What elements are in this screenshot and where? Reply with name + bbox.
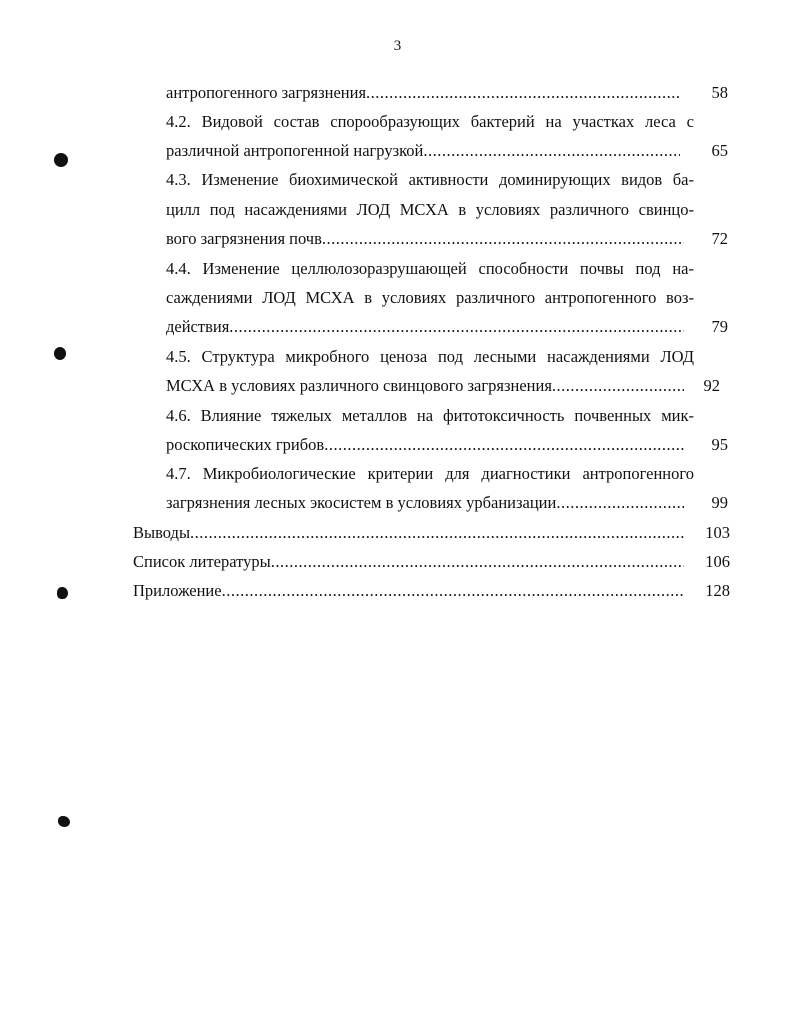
toc-page-number: 128 — [705, 581, 730, 600]
toc-entry-line: цилл под насаждениями ЛОД МСХА в условиях различного свинцо- — [166, 200, 694, 219]
toc-entry-line: 4.7. Микробиологические критерии для диагностики антропогенного — [166, 464, 694, 483]
toc-entry-line: Приложение ..... — [133, 578, 684, 604]
toc-page-number: 72 — [711, 229, 728, 248]
toc-page-number: 103 — [705, 523, 730, 542]
dot-leader — [229, 314, 684, 340]
dot-leader — [271, 549, 684, 575]
dot-leader — [423, 138, 680, 164]
toc-page-number: 95 — [711, 435, 728, 454]
toc-entry-line: различной антропогенной нагрузкой ..... — [166, 138, 680, 164]
dot-leader — [322, 226, 684, 252]
dot-leader — [324, 432, 684, 458]
toc-entry-line: Список литературы ..... — [133, 549, 684, 575]
toc-entry-line: 4.2. Видовой состав спорообразующих бактерий на участках леса с — [166, 112, 694, 131]
toc-entry-line: МСХА в условиях различного свинцового загрязнения ..... — [166, 373, 684, 399]
dot-leader — [552, 373, 684, 399]
toc-page-number: 92 — [703, 376, 720, 395]
toc-entry-line: загрязнения лесных экосистем в условиях урбанизации ..... — [166, 490, 684, 516]
binder-hole-mark — [54, 347, 66, 360]
dot-leader — [366, 80, 680, 106]
toc-page-number: 99 — [711, 493, 728, 512]
toc-entry-line: действия ..... — [166, 314, 684, 340]
toc-page-number: 106 — [705, 552, 730, 571]
toc-entry-line: 4.6. Влияние тяжелых металлов на фитотоксичность почвенных мик- — [166, 406, 694, 425]
toc-entry-line: 4.5. Структура микробного ценоза под лесными насаждениями ЛОД — [166, 347, 694, 366]
dot-leader — [556, 490, 684, 516]
toc-entry-line: роскопических грибов ..... — [166, 432, 684, 458]
binder-hole-mark — [54, 153, 68, 167]
toc-page-number: 65 — [711, 141, 728, 160]
dot-leader — [190, 520, 684, 546]
toc-entry-line: саждениями ЛОД МСХА в условиях различного антропогенного воз- — [166, 288, 694, 307]
toc-entry-line: Выводы ..... — [133, 520, 684, 546]
page-number: 3 — [393, 38, 402, 54]
binder-hole-mark — [57, 587, 68, 599]
toc-entry-line: 4.3. Изменение биохимической активности доминирующих видов ба- — [166, 170, 694, 189]
toc-page-number: 58 — [711, 83, 728, 102]
dot-leader — [222, 578, 684, 604]
binder-hole-mark — [58, 816, 70, 827]
toc-entry-line: вого загрязнения почв ..... — [166, 226, 684, 252]
toc-page-number: 79 — [711, 317, 728, 336]
toc-entry-line: 4.4. Изменение целлюлозоразрушающей способности почвы под на- — [166, 259, 694, 278]
toc-entry-line: антропогенного загрязнения ..... — [166, 80, 680, 106]
